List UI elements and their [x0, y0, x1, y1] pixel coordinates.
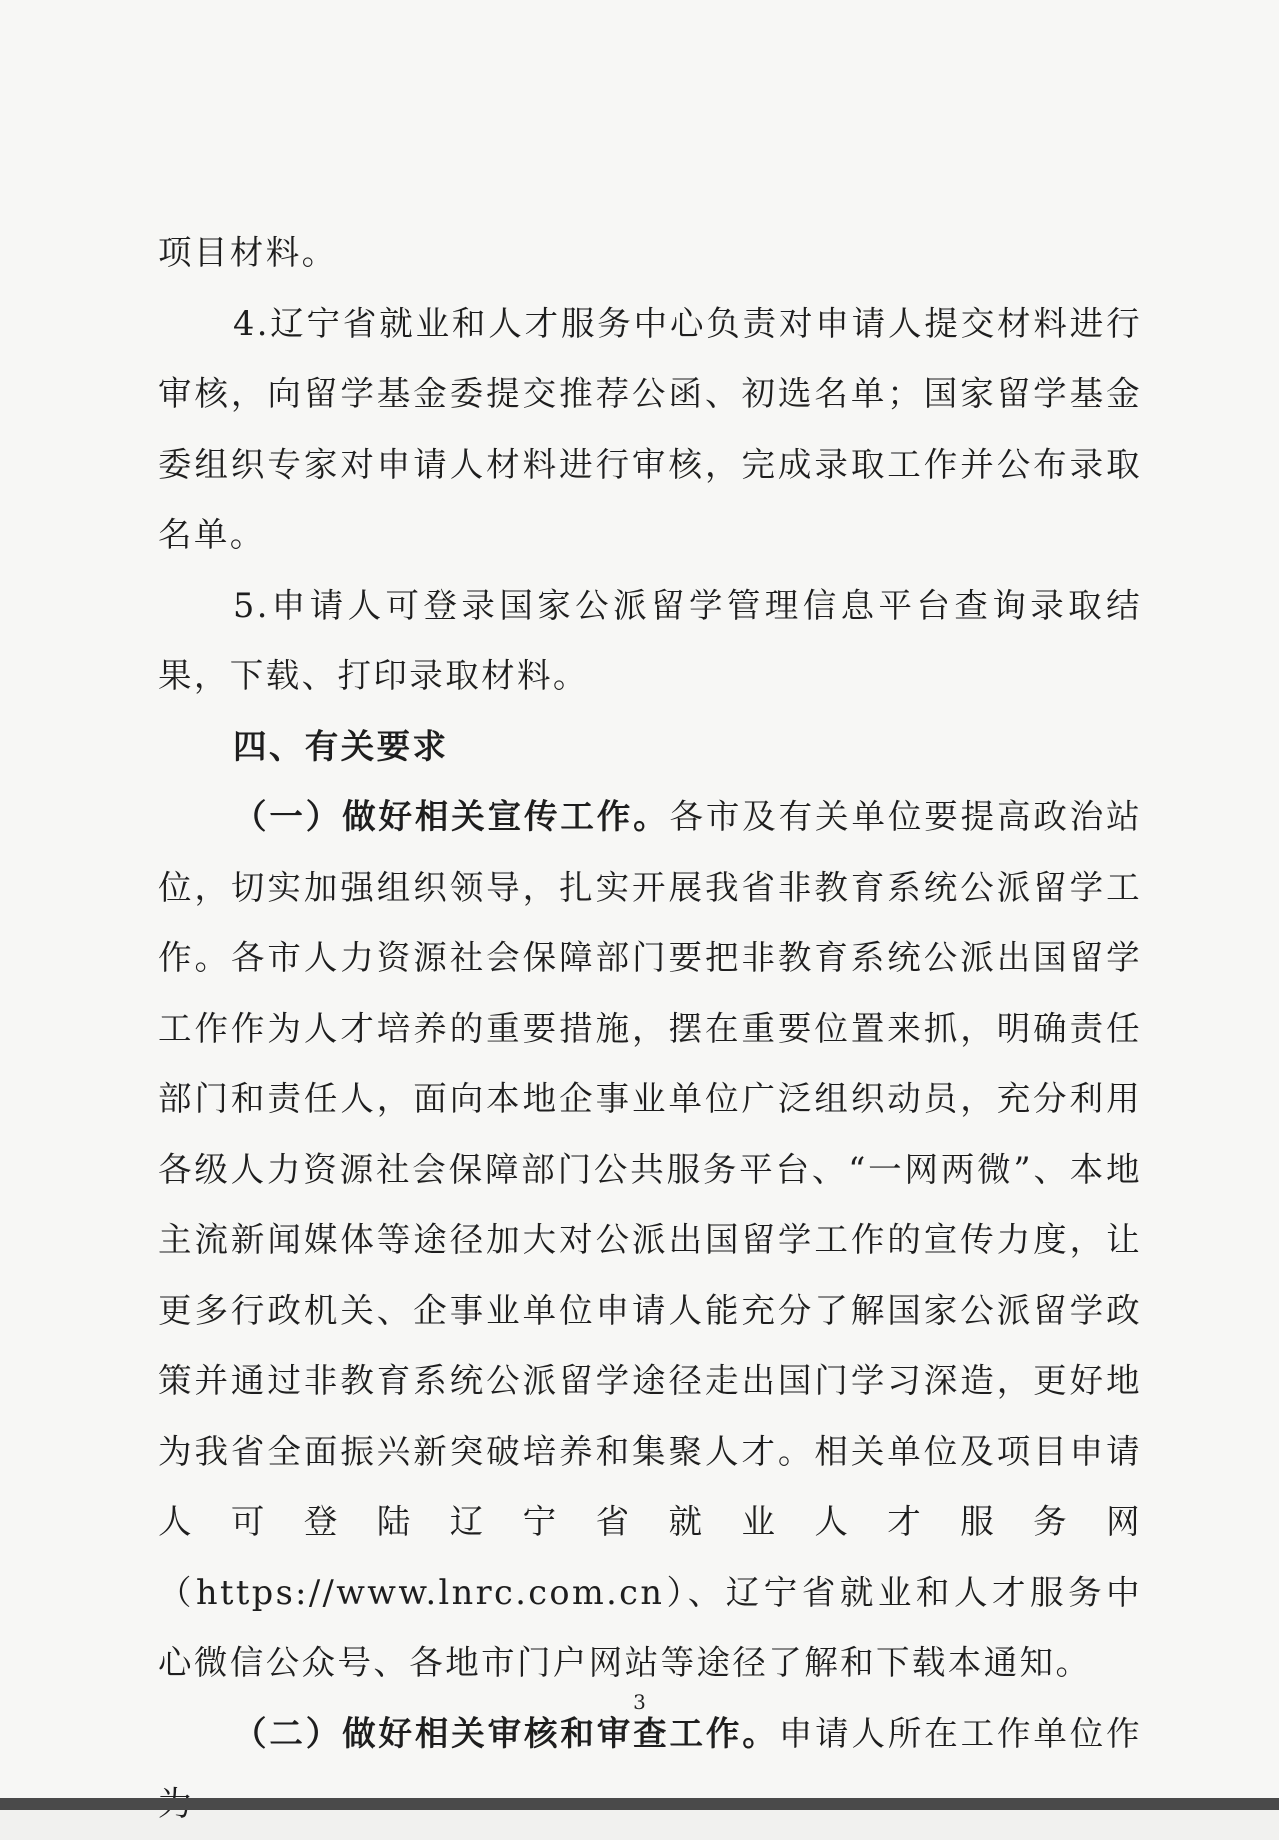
paragraph-publicity	[158, 782, 1142, 1699]
section-heading-requirements	[158, 712, 1142, 783]
section-heading-text: 四、有关要求	[233, 726, 449, 766]
paragraph-lead: （二）做好相关审核和审查工作。	[233, 1713, 779, 1753]
paragraph-step-4	[158, 289, 1142, 571]
paragraph-text: 5.申请人可登录国家公派留学管理信息平台查询录取结果，下载、打印录取材料。	[158, 585, 1142, 695]
paragraph-text: 4.辽宁省就业和人才服务中心负责对申请人提交材料进行审核，向留学基金委提交推荐公函、初选名单；国家留学基金委组织专家对申请人材料进行审核，完成录取工作并公布录取名单。	[158, 303, 1142, 554]
page-number: 3	[633, 1690, 646, 1714]
paragraph-text: 项目材料。	[158, 233, 338, 272]
paragraph-lead: （一）做好相关宣传工作。	[233, 797, 670, 836]
paragraph-text: 各市及有关单位要提高政治站位，切实加强组织领导，扎实开展我省非教育系统公派留学工作。各市人力资源社会保障部门要把非教育系统公派出国留学工作作为人才培养的重要措施，摆在重要位置来抓，明确责任部门和责任人，面向本地企事业单位广泛组织动员，充分利用各级人力资源社会保障部门公共服务平台、“一网两微”、本地主流新闻媒体等途径加大对公派出国留学工作的宣传力度，让更多行政机关、企事业单位申请人能充分了解国家公派留学政策并通过非教育系统公派留学途径走出国门学习深造，更好地为我省全面振兴新突破培养和集聚人才。相关单位及项目申请人可登陆辽宁省就业人才服务网（https://www.lnrc.com.cn）、辽宁省就业和人才服务中心微信公众号、各地市门户网站等途径了解和下载本通知。	[158, 797, 1142, 1682]
scan-edge	[0, 1798, 1279, 1810]
paragraph-continuation	[158, 218, 1142, 289]
paragraph-review	[158, 1699, 1142, 1840]
paragraph-text: 申请人所在工作单位作	[778, 1713, 1142, 1753]
paragraph-step-5	[158, 571, 1142, 712]
body-text	[158, 218, 1142, 1840]
